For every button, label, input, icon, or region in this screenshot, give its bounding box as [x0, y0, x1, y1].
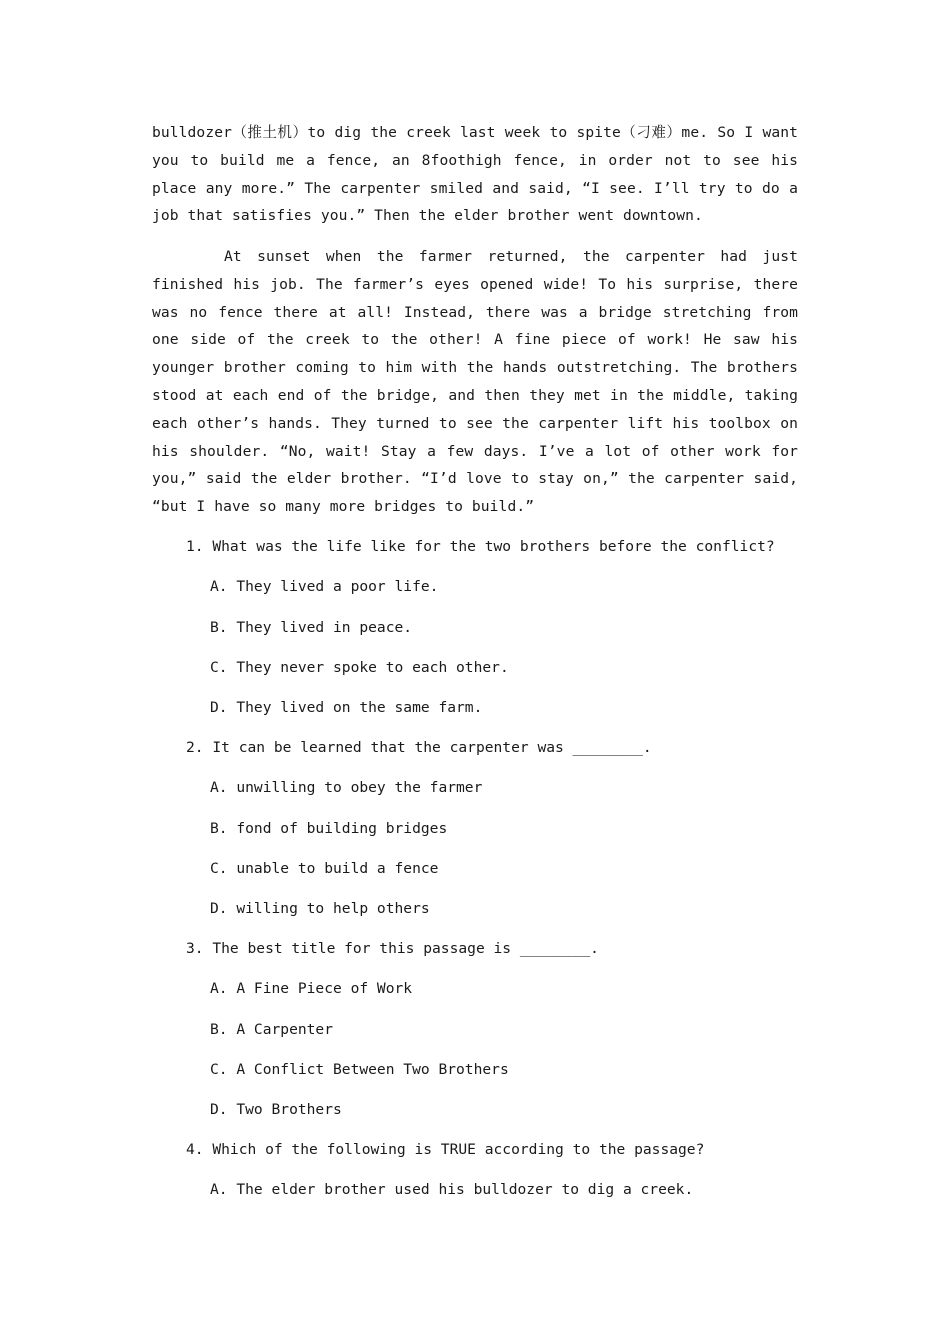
question-3-option-a: A. A Fine Piece of Work: [210, 980, 413, 997]
question-2-option-b: B. fond of building bridges: [210, 820, 448, 837]
question-2-option-a: A. unwilling to obey the farmer: [210, 779, 483, 796]
question-1-option-d: D. They lived on the same farm.: [210, 699, 483, 716]
question-1-option-b: B. They lived in peace.: [210, 619, 413, 636]
passage-paragraph-1: bulldozer（推土机）to dig the creek last week to spite（刁难）me. So I want you to build me a fence, an 8foothigh fence, in order not to see his place any more.” The carpenter smiled and said, “I see. I’ll try to do a job that satisfies you.” Then the elder brother went downtown.: [152, 124, 798, 225]
question-3-option-b: B. A Carpenter: [210, 1021, 334, 1038]
question-2-option-c: C. unable to build a fence: [210, 860, 439, 877]
question-2-option-d: D. willing to help others: [210, 900, 430, 917]
question-3: 3. The best title for this passage is ________.: [186, 940, 599, 957]
question-1-option-c: C. They never spoke to each other.: [210, 659, 509, 676]
question-2: 2. It can be learned that the carpenter was ________.: [186, 739, 652, 756]
question-4-option-a: A. The elder brother used his bulldozer to dig a creek.: [210, 1181, 694, 1198]
question-1: 1. What was the life like for the two brothers before the conflict?: [186, 538, 775, 555]
question-3-option-c: C. A Conflict Between Two Brothers: [210, 1061, 509, 1078]
question-3-option-d: D. Two Brothers: [210, 1101, 342, 1118]
question-1-option-a: A. They lived a poor life.: [210, 578, 439, 595]
question-4: 4. Which of the following is TRUE according to the passage?: [186, 1141, 705, 1158]
passage-paragraph-2: At sunset when the farmer returned, the carpenter had just finished his job. The farmer’s eyes opened wide! To his surprise, there was no fence there at all! Instead, there was a bridge stretching from one side of the creek to the other! A fine piece of work! He saw his younger brother coming to him with the hands outstretching. The brothers stood at each end of the bridge, and then they met in the middle, taking each other’s hands. They turned to see the carpenter lift his toolbox on his shoulder. “No, wait! Stay a few days. I’ve a lot of other work for you,” said the elder brother. “I’d love to stay on,” the carpenter said, “but I have so many more bridges to build.”: [152, 248, 798, 516]
